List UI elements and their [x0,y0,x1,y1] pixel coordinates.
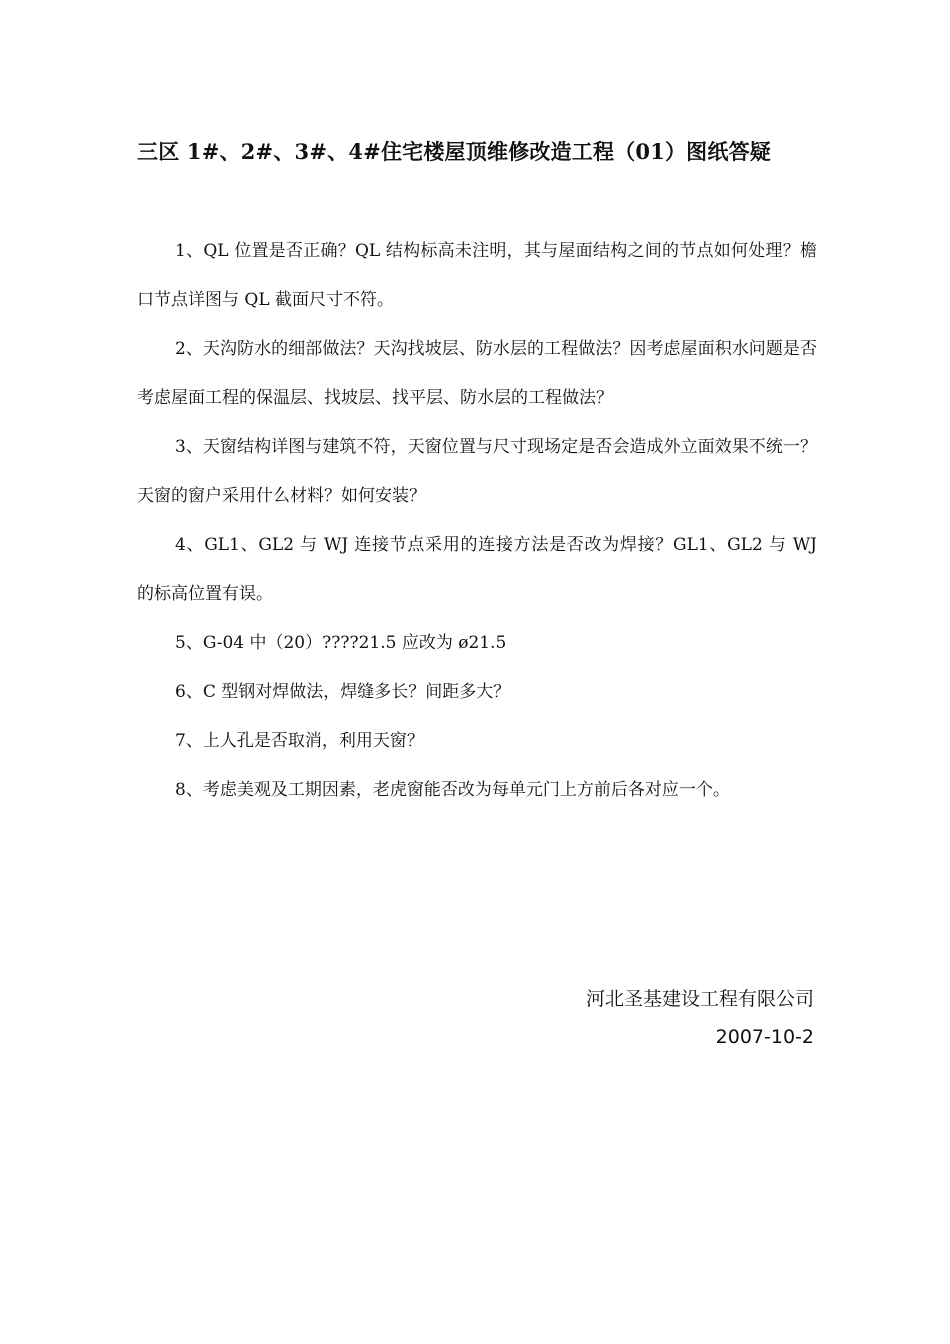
question-item-1: 1、QL 位置是否正确？QL 结构标高未注明，其与屋面结构之间的节点如何处理？檐口节点详图与 QL 截面尺寸不符。 [137,241,817,310]
document-date: 2007-10-2 [715,1026,814,1048]
question-item-6: 6、C 型钢对焊做法，焊缝多长？间距多大？ [175,682,511,702]
question-item-5: 5、G-04 中（20）????21.5 应改为 ø21.5 [175,633,507,653]
question-item-4: 4、GL1、GL2 与 WJ 连接节点采用的连接方法是否改为焊接？GL1、GL2 与 WJ 的标高位置有误。 [137,535,817,604]
question-list [137,227,817,815]
question-item-3: 3、天窗结构详图与建筑不符，天窗位置与尺寸现场定是否会造成外立面效果不统一？天窗的窗户采用什么材料？如何安装？ [137,437,817,506]
company-name: 河北圣基建设工程有限公司 [585,988,814,1010]
question-item-7: 7、上人孔是否取消，利用天窗？ [175,731,424,751]
document-title: 三区 1#、2#、3#、4#住宅楼屋顶维修改造工程（01）图纸答疑 [137,139,771,164]
signature-block [586,980,814,1056]
question-item-8: 8、考虑美观及工期因素，老虎窗能否改为每单元门上方前后各对应一个。 [175,780,730,800]
question-item-2: 2、天沟防水的细部做法？天沟找坡层、防水层的工程做法？因考虑屋面积水问题是否考虑屋面工程的保温层、找坡层、找平层、防水层的工程做法？ [137,339,817,408]
